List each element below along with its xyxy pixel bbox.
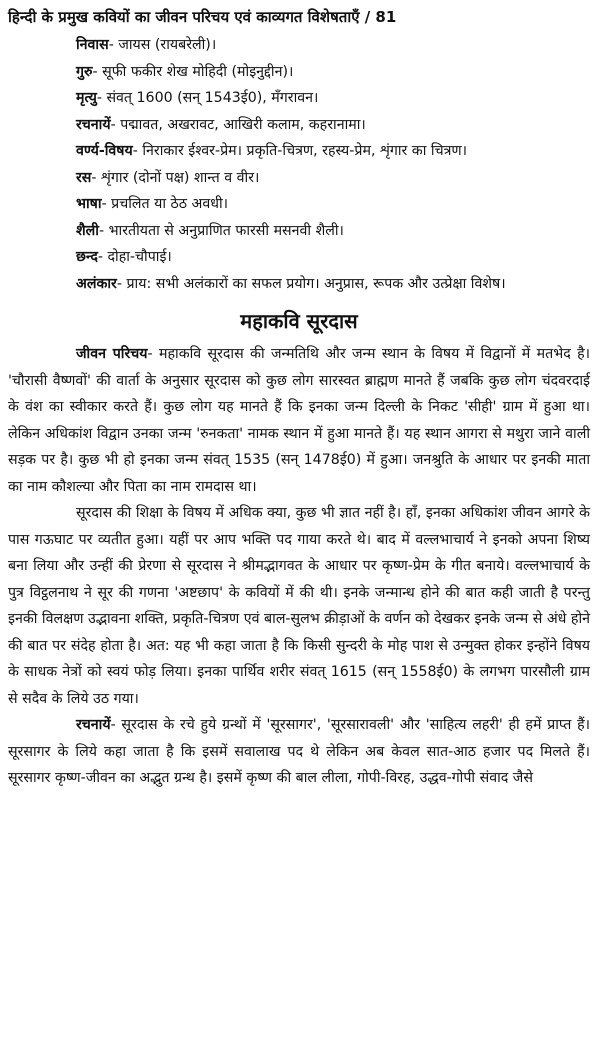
profile-meter: छन्द- दोहा-चौपाई। [76,249,172,265]
profile-subject: वर्ण्य-विषय- निराकार ईश्वर-प्रेम। प्रकृति-चित्रण, रहस्य-प्रेम, शृंगार का चित्रण। [76,143,468,159]
paragraph-education-text: सूरदास की शिक्षा के विषय में अधिक क्या, कुछ भी ज्ञात नहीं है। हाँ, इनका अधिकांश जीवन आगरे के पास गऊघाट पर व्यतीत हुआ। यहीं पर आप भक्ति पद गाया करते थे। बाद में वल्लभाचार्य ने इनको अपना शिष्य बना लिया और उन्हीं की प्रेरणा से सूरदास ने श्रीमद्भागवत के आधार पर कृष्ण-प्रेम के गीत बनाये। वल्लभाचार्य के पुत्र विट्ठलनाथ ने सूर की गणना 'अष्टछाप' के कवियों में की थी। इनके जन्मान्ध होने की बात कही जाती है परन्तु इनकी विलक्षण उद्भावना शक्ति, प्रकृति-चित्रण एवं बाल-सुलभ क्रीड़ाओं के वर्णन को देखकर इनके जन्म से अंधे होने की बात पर संदेह होता है। अत: यह भी कहा जाता है कि किसी सुन्दरी के मोह पाश से उन्मुक्त होकर इन्होंने विषय के साधक नेत्रों को स्वयं फोड़ लिया। इनका पार्थिव शरीर संवत् 1615 (सन् 1558ई0) के लगभग पारसौली ग्राम से सदैव के लिये उठ गया। [8,505,590,707]
paragraph-works [8,712,590,792]
profile-rasa: रस- शृंगार (दोनों पक्ष) शान्त व वीर। [76,169,260,186]
jayasi-profile [8,32,590,297]
paragraph-education [8,500,590,712]
paragraph-life-label: जीवन परिचय [76,346,148,362]
profile-figures-of-speech: अलंकार- प्राय: सभी अलंकारों का सफल प्रयोग। अनुप्रास, रूपक और उत्प्रेक्षा विशेष। [76,275,506,292]
page-header [8,6,590,28]
paragraph-life [8,341,590,500]
profile-language: भाषा- प्रचलित या ठेठ अवधी। [76,196,229,212]
section-heading: महाकवि सूरदास [240,309,358,333]
profile-works: रचनायें- पद्मावत, अखरावट, आखिरी कलाम, कहरानामा। [76,116,366,133]
profile-death: मृत्यु- संवत् 1600 (सन् 1543ई0), मँगरावन। [76,90,319,106]
paragraph-works-label: रचनायें [76,717,111,733]
page-header-title: हिन्दी के प्रमुख कवियों का जीवन परिचय एवं काव्यगत विशेषताएँ / 81 [8,8,397,26]
profile-residence: निवास- जायस (रायबरेली)। [76,37,217,53]
paragraph-life-text: - महाकवि सूरदास की जन्मतिथि और जन्म स्थान के विषय में विद्वानों में मतभेद है। 'चौरासी वैष्णवों' की वार्ता के अनुसार सूरदास को कुछ लोग सारस्वत ब्राह्मण मानते हैं जबकि कुछ लोग चंदवरदाई के वंश का स्वीकार करते हैं। कुछ लोग यह मानते हैं कि इनका जन्म दिल्ली के निकट 'सीही' ग्राम में हुआ था। लेकिन अधिकांश विद्वान उनका जन्म 'रुनकता' नामक स्थान में हुआ मानते हैं। यह स्थान आगरा से मथुरा जाने वाली सड़क पर है। कुछ भी हो इनका जन्म संवत् 1535 (सन् 1478ई0) में हुआ। जनश्रुति के आधार पर इनकी माता का नाम कौशल्या और पिता का नाम रामदास था। [8,346,590,495]
paragraph-works-text: - सूरदास के रचे हुये ग्रन्थों में 'सूरसागर', 'सूरसारावली' और 'साहित्य लहरी' ही हमें प्राप्त हैं। सूरसागर के लिये कहा जाता है कि इसमें सवालाख पद थे लेकिन अब केवल सात-आठ हजार पद मिलते हैं। सूरसागर कृष्ण-जीवन का अद्भुत ग्रन्थ है। इसमें कृष्ण की बाल लीला, गोपी-विरह, उद्धव-गोपी संवाद जैसे [8,717,590,786]
profile-style: शैली- भारतीयता से अनुप्राणित फारसी मसनवी शैली। [76,222,344,239]
profile-guru: गुरु- सूफी फकीर शेख मोहिदी (मोइनुद्दीन)। [76,63,294,80]
